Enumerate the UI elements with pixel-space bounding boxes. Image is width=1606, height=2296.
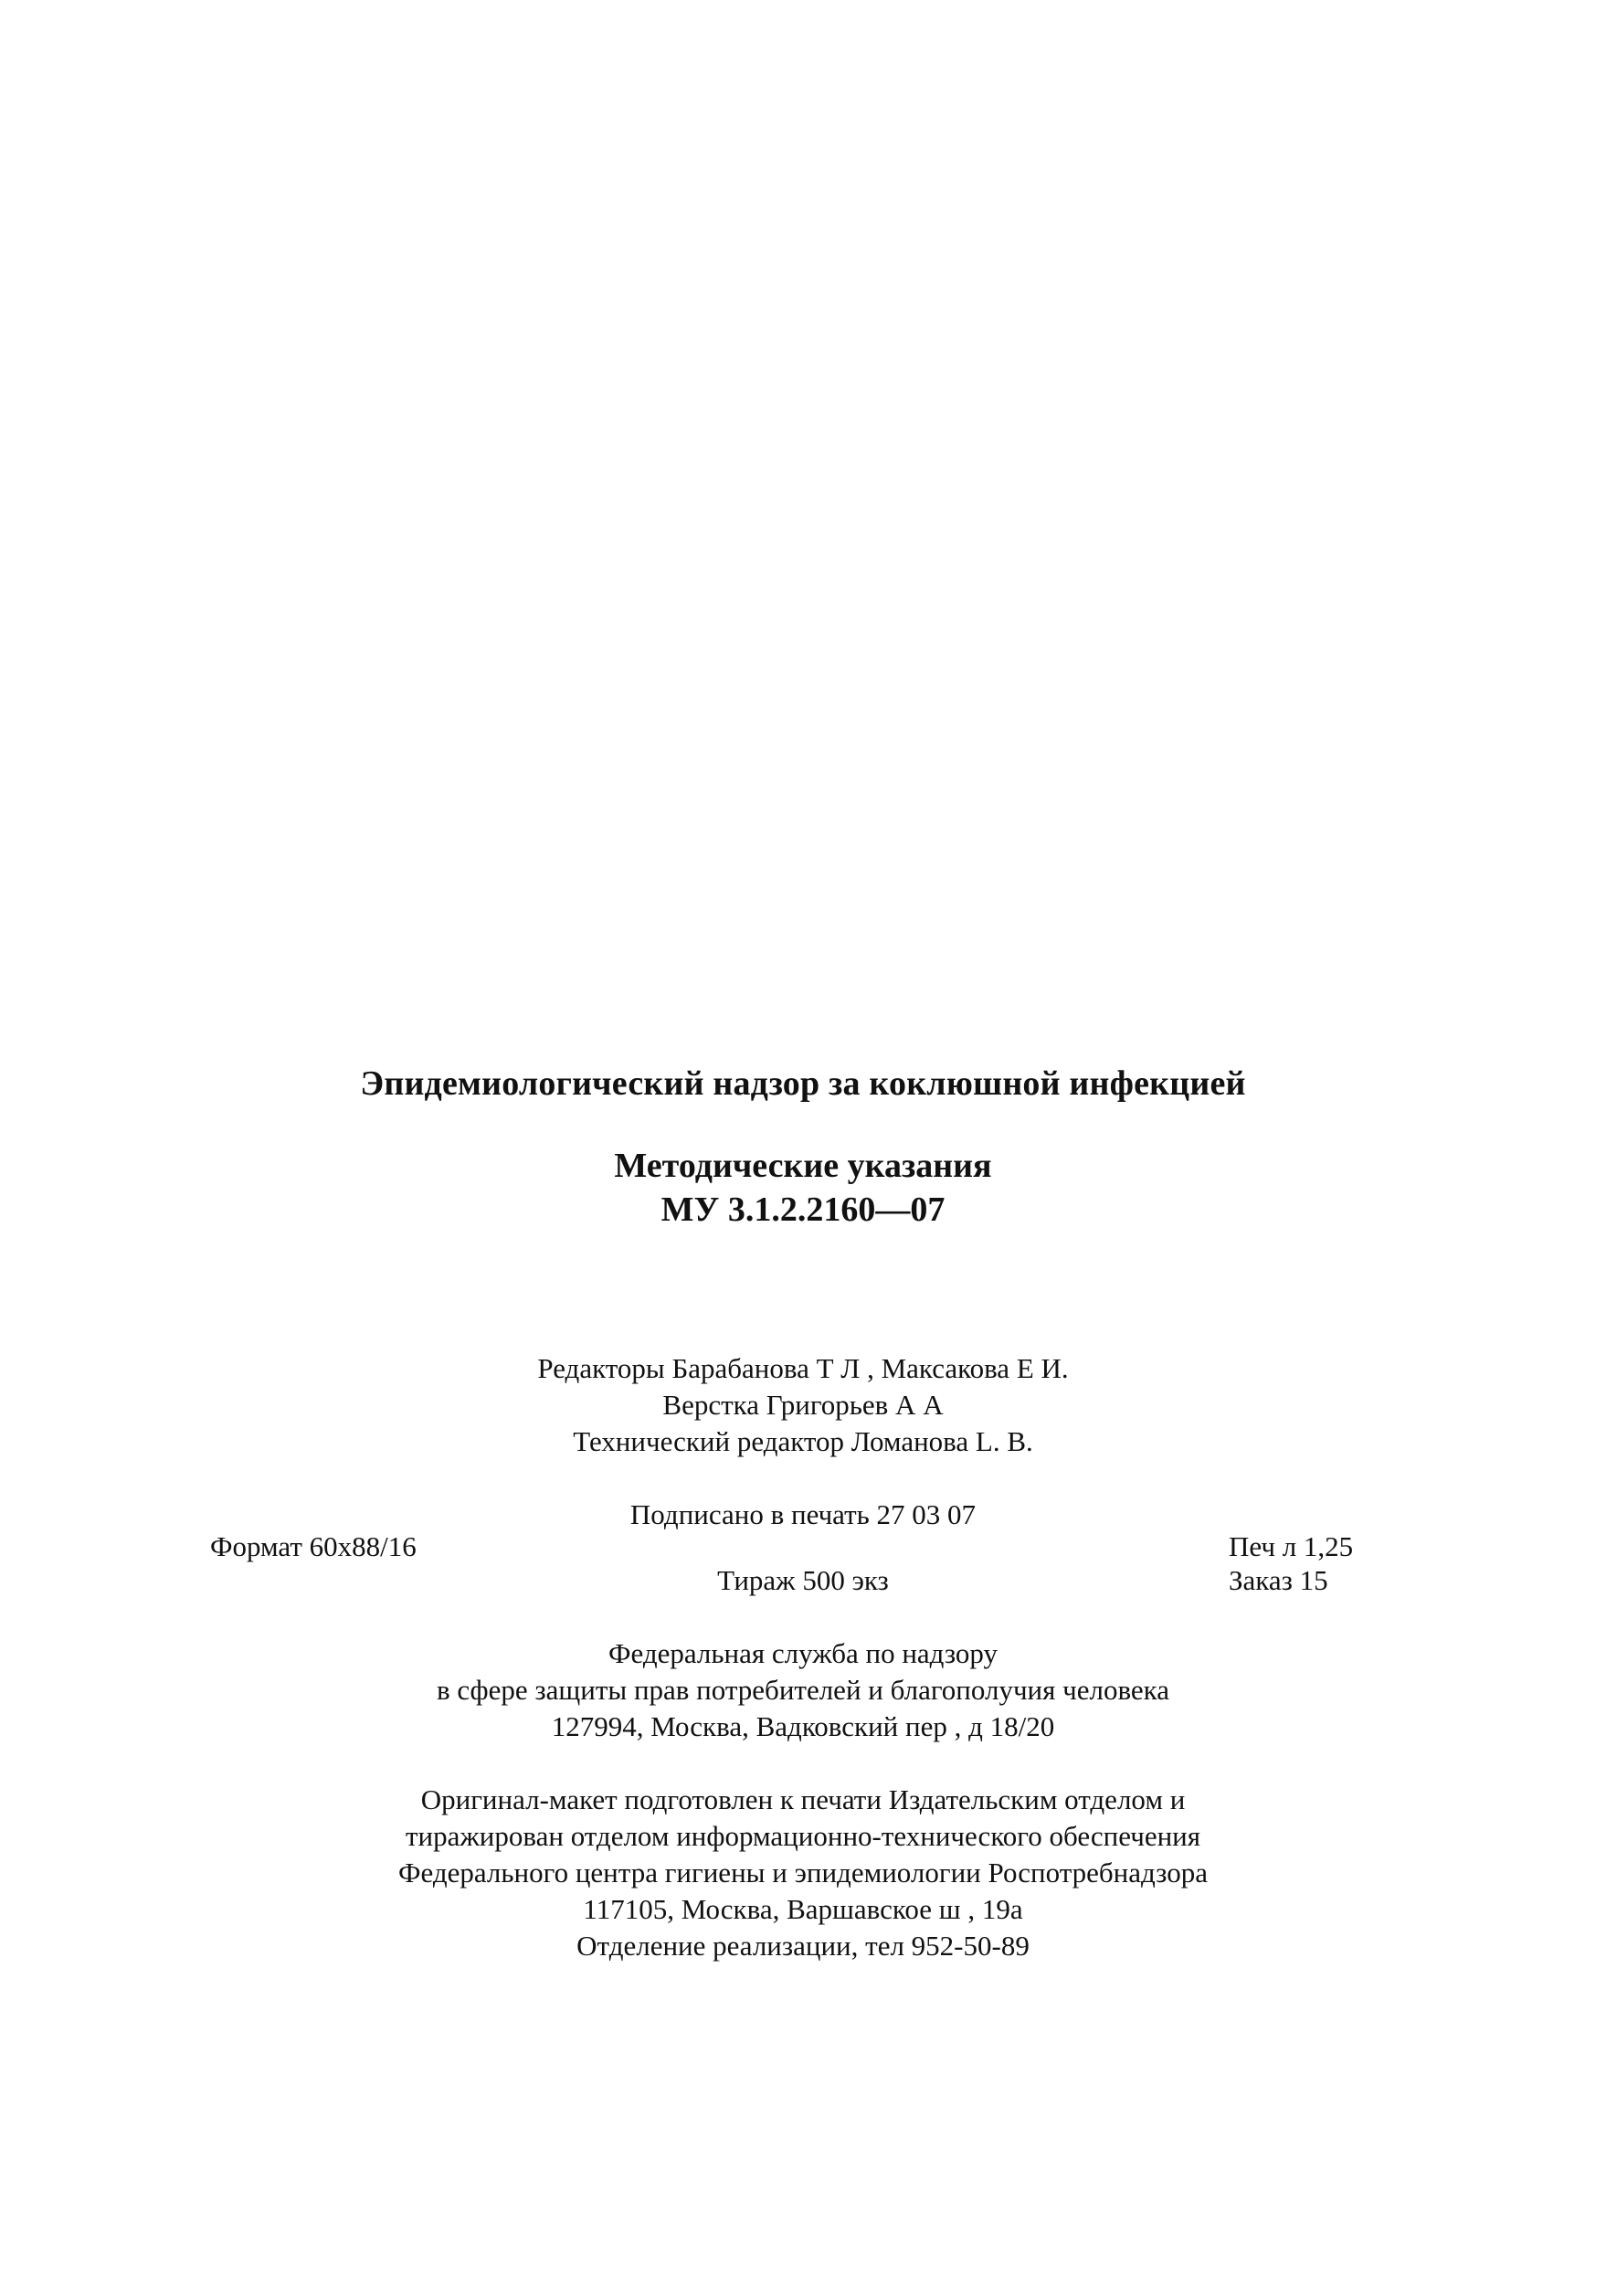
layout-line: Верстка Григорьев А А [662,1389,944,1421]
printer-line-3: Федерального центра гигиены и эпидемиологии Роспотребнадзора [398,1857,1208,1889]
printed-sheets: Печ л 1,25 [1229,1530,1354,1562]
publisher-line-2: в сфере защиты прав потребителей и благополучия человека [436,1674,1170,1706]
sales-department-phone: Отделение реализации, тел 952-50-89 [576,1930,1030,1962]
document-title: Эпидемиологический надзор за коклюшной инфекцией [360,1064,1246,1103]
editors-line: Редакторы Барабанова Т Л , Максакова Е И. [537,1352,1069,1384]
printer-line-1: Оригинал-макет подготовлен к печати Издательским отделом и [420,1783,1186,1815]
publisher-address: 127994, Москва, Вадковский пер , д 18/20 [551,1710,1055,1742]
signed-to-print: Подписано в печать 27 03 07 [629,1498,977,1530]
paper-format: Формат 60x88/16 [210,1530,417,1562]
document-code: МУ 3.1.2.2160—07 [660,1190,946,1229]
order-number: Заказ 15 [1229,1564,1328,1596]
tech-editor-line: Технический редактор Ломанова L. В. [573,1425,1033,1457]
printer-address: 117105, Москва, Варшавское ш , 19а [583,1893,1023,1925]
document-kind: Методические указания [614,1147,992,1185]
printer-line-2: тиражирован отделом информационно-технического обеспечения [405,1820,1201,1852]
circulation: Тираж 500 экз [717,1564,889,1596]
publisher-line-1: Федеральная служба по надзору [608,1637,998,1669]
